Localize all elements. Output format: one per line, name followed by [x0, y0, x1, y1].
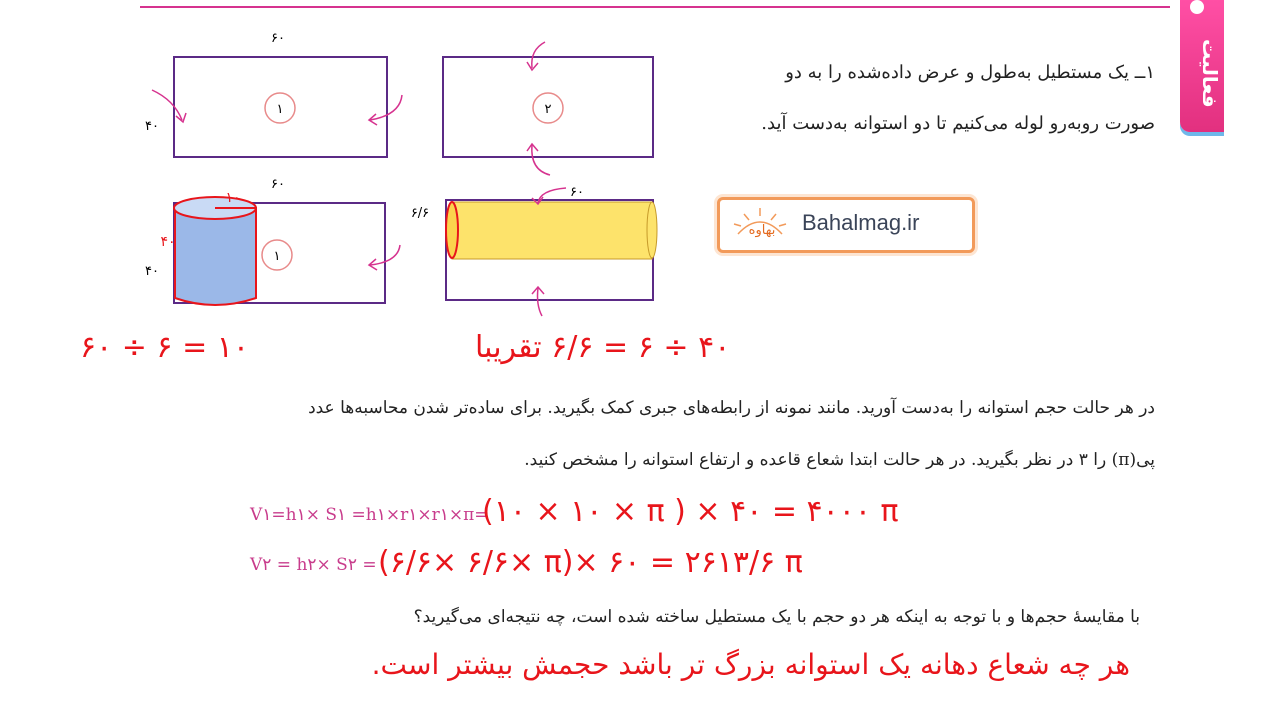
- cyl1-radius-label: ۱۰: [225, 190, 241, 206]
- logo-brand-text: بهاوه: [748, 223, 776, 238]
- rect1-number: ۱: [276, 102, 284, 117]
- bahalmag-logo[interactable]: [717, 197, 975, 253]
- curl-arrow-left-icon: [152, 90, 182, 120]
- rect1-side-label: ۴۰: [145, 119, 159, 134]
- tab-dot-icon: [1190, 0, 1204, 14]
- curl-arrow-bottom-icon: [532, 145, 550, 175]
- calc-1: ۶۰ ÷ ۶ = ۱۰: [80, 330, 249, 365]
- yellow-cylinder-end: [446, 202, 458, 258]
- v1-answer: (۱۰ × ۱۰ × π ) × ۴۰ = ۴۰۰۰ π: [482, 494, 899, 529]
- question-text: با مقایسهٔ حجم‌ها و با توجه به اینکه هر دو حجم با یک مستطیل ساخته شده است، چه نتیجه‌ای می‌گیرید؟: [413, 607, 1140, 627]
- curl-arrow-top-icon: [532, 42, 545, 68]
- cyl1-height-label: ۴۰: [160, 234, 176, 250]
- yellow-cylinder: [452, 202, 652, 259]
- top-rule: [140, 6, 1170, 8]
- formula-v2: V۲ = h۲× S۲ =: [250, 555, 377, 575]
- rect3-number: ۱: [273, 249, 281, 264]
- rectangle-diagrams: [130, 20, 690, 320]
- rect1-top-label: ۶۰: [271, 31, 285, 46]
- conclusion-text: هر چه شعاع دهانه یک استوانه بزرگ تر باشد حجمش بیشتر است.: [371, 648, 1130, 681]
- formula-v1: V۱=h۱× S۱ =h۱×r۱×r۱×π=: [250, 505, 489, 525]
- activity-tab-label: فعالیت: [1198, 38, 1222, 108]
- v2-answer: (۶/۶× ۶/۶× π)× ۶۰ = ۲۶۱۳/۶ π: [378, 545, 803, 580]
- cyl2-top-label: ۶۰: [570, 185, 584, 200]
- sun-logo-icon: [730, 204, 796, 242]
- intro-line-1: ۱ــ یک مستطیل به‌طول و عرض داده‌شده را به دو: [785, 62, 1155, 83]
- blue-cylinder: [175, 208, 256, 305]
- rect3-side-label: ۴۰: [145, 264, 159, 279]
- calc-2: ۴۰ ÷ ۶ = ۶/۶ تقریبا: [475, 330, 731, 365]
- instruction-line-2: پی(π) را ۳ در نظر بگیرید. در هر حالت ابتدا شعاع قاعده و ارتفاع استوانه را مشخص کنید.: [524, 450, 1155, 470]
- curl-arrow-bottom-2-icon: [538, 288, 543, 316]
- intro-line-2: صورت روبه‌رو لوله می‌کنیم تا دو استوانه به‌دست آید.: [761, 113, 1155, 134]
- rect2-number: ۲: [544, 102, 552, 117]
- instruction-line-1: در هر حالت حجم استوانه را به‌دست آورید. مانند نمونه از رابطه‌های جبری کمک بگیرید. برای ساده‌تر شدن محاسبه‌ها عدد: [308, 398, 1155, 418]
- cyl2-radius-label: ۶/۶: [410, 206, 430, 221]
- rect3-top-label: ۶۰: [271, 177, 285, 192]
- logo-text: Bahalmag.ir: [802, 210, 920, 235]
